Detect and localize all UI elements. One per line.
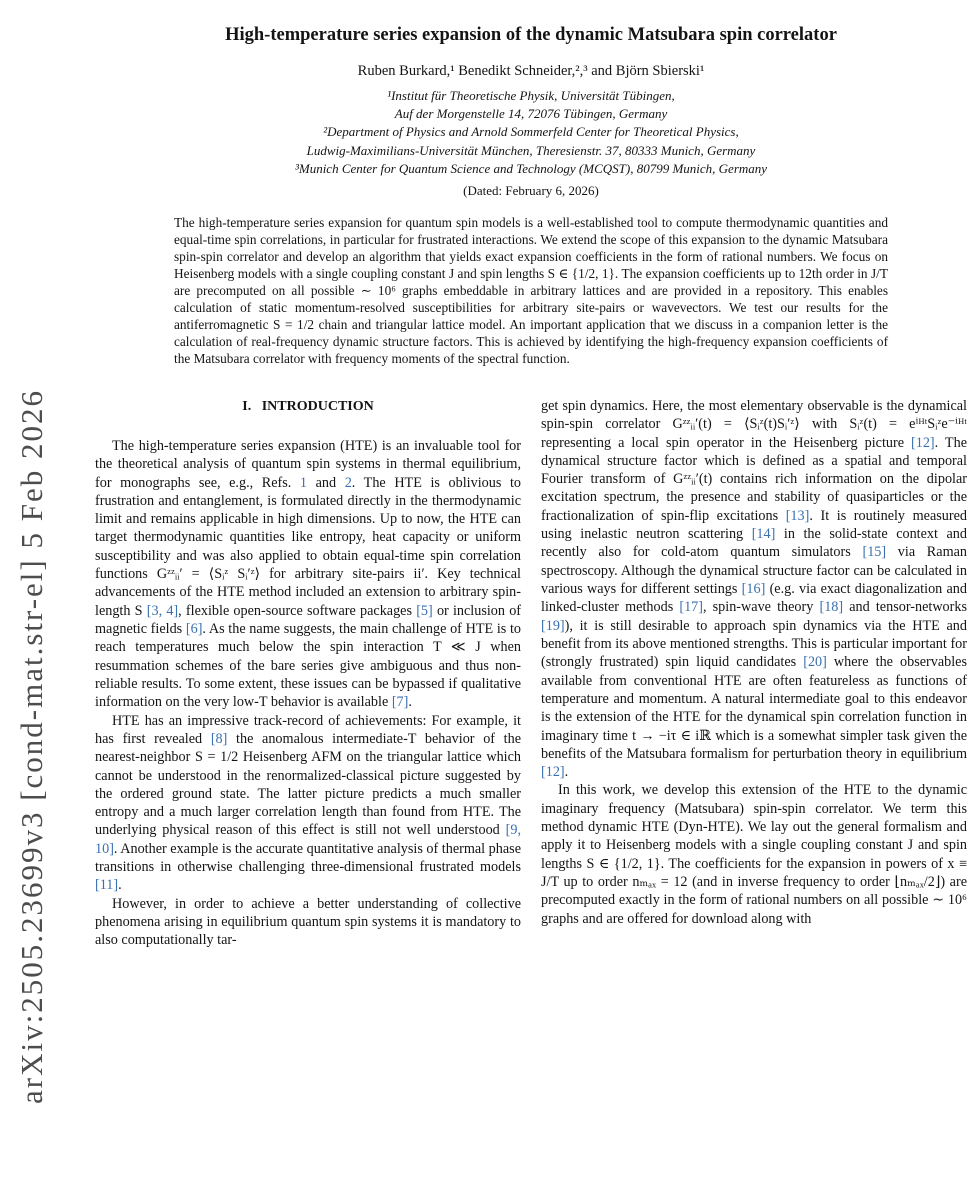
- citation-link[interactable]: [11]: [95, 877, 119, 894]
- two-column-body: [95, 397, 967, 950]
- section-heading-introduction: I. INTRODUCTION: [242, 398, 374, 414]
- citation-link[interactable]: [7]: [391, 694, 409, 711]
- affiliations-block: [95, 87, 967, 179]
- affiliation-line: ³Munich Center for Quantum Science and Technology (MCQST), 80799 Munich, Germany: [294, 161, 768, 177]
- affiliation-line: ¹Institut für Theoretische Physik, Universität Tübingen,: [387, 87, 675, 103]
- date-line: (Dated: February 6, 2026): [463, 182, 599, 198]
- citation-link[interactable]: [12]: [911, 434, 935, 451]
- citation-link[interactable]: [13]: [785, 507, 810, 524]
- citation-link[interactable]: 2: [344, 474, 352, 491]
- paper-title: High-temperature series expansion of the dynamic Matsubara spin correlator: [225, 25, 837, 46]
- citation-link[interactable]: [8]: [210, 730, 228, 747]
- citation-link[interactable]: [20]: [803, 654, 827, 671]
- abstract-text: The high-temperature series expansion for quantum spin models is a well-established tool to compute thermodynamic quantities and equal-time spin correlations, in particular for frustrated interactions. We extend the scope of this expansion to the dynamic Matsubara spin-spin correlator and develop an algorithm that yields exact expansion coefficients in the form of rational numbers. We focus on Heisenberg models with a single coupling constant J and spin lengths S ∈ {1/2, 1}. The expansion coefficients up to 12th order in J/T are precomputed on all possible ∼ 10⁶ graphs embeddable in arbitrary lattices and are provided in a repository. This enables calculation of static momentum-resolved susceptibilities for arbitrary site-pairs or wavevectors. We test our results for the antiferromagnetic S = 1/2 chain and triangular lattice model. An important application that we discuss in a companion letter is the calculation of real-frequency dynamic structure factors. This is achieved by identifying the high-frequency expansion coefficients of the Matsubara correlator with frequency moments of the spectral function.: [174, 214, 888, 366]
- citation-link[interactable]: [3, 4]: [146, 602, 179, 619]
- right-column: [541, 397, 967, 950]
- paragraph: However, in order to achieve a better understanding of collective phenomena arising in equilibrium quantum spin systems it is mandatory to also computationally tar-: [95, 895, 521, 949]
- affiliation-line: Auf der Morgenstelle 14, 72076 Tübingen, Germany: [394, 105, 668, 121]
- paragraph: get spin dynamics. Here, the most elementary observable is the dynamical spin-spin correlator Gᶻᶻᵢᵢ′(t) = ⟨Sᵢᶻ(t)Sᵢ′ᶻ⟩ with Sᵢᶻ(t) = eⁱᴴᵗSᵢᶻe⁻ⁱᴴᵗ representing a local spin operator in the Heisenberg picture [12]. The dynamical structure factor which is defined as a spatial and temporal Fourier transform of Gᶻᶻᵢᵢ′(t) contains rich information on the dipolar excitation spectrum, the presence and stability of quasiparticles or the fractionalization of spin-flip excitations [13]. It is routinely measured using inelastic neutron scattering [14] in the solid-state context and recently also for cold-atom quantum simulators [15] via Raman spectroscopy. Although the dynamical structure factor can be calculated in various ways for different settings [16] (e.g. via exact diagonalization and linked-cluster methods [17], spin-wave theory [18] and tensor-networks [19]), it is still desirable to approach spin dynamics via the HTE and benefit from its above mentioned strengths. This is particular important for (strongly frustrated) spin liquid candidates [20] where the observables available from conventional HTE are often featureless as functions of temperature and momentum. A natural intermediate goal to this endeavor is the extension of the HTE for the dynamical spin correlation function in imaginary time t → −iτ ∈ iℝ which is a somewhat simpler task given the benefits of the Matsubara formalism for perturbation theory in equilibrium [12].: [541, 397, 967, 781]
- citation-link[interactable]: [6]: [185, 621, 203, 638]
- citation-link[interactable]: [5]: [416, 602, 433, 619]
- paragraph: HTE has an impressive track-record of achievements: For example, it has first revealed [8] the anomalous intermediate-T behavior of the nearest-neighbor S = 1/2 Heisenberg AFM on the triangular lattice which cannot be understood in the renormalized-classical picture suggested by the ordered ground state. The latter picture predicts a much smaller entropy and a much larger correlation length than found from HTE. The underlying physical reason of this effect is still not well understood [9, 10]. Another example is the accurate quantitative analysis of thermal phase transitions in otherwise challenging three-dimensional frustrated models [11].: [95, 712, 522, 894]
- citation-link[interactable]: 1: [299, 474, 307, 491]
- paragraph: The high-temperature series expansion (HTE) is an invaluable tool for the theoretical analysis of quantum spin systems in thermal equilibrium, for monographs see, e.g., Refs. 1 and 2. The HTE is oblivious to frustration and entanglement, is formulated directly in the thermodynamic limit and remains applicable in high dimensions. Up to now, the HTE can target thermodynamic quantities like entropy, heat capacity or uniform susceptibility and was also applied to obtain equal-time spin correlation functions Gᶻᶻᵢᵢ′ = ⟨Sᵢᶻ Sᵢ′ᶻ⟩ for arbitrary site-pairs ii′. Key technical advancements of the HTE method included an extension to arbitrary spin-length S [3, 4], flexible open-source software packages [5] or inclusion of magnetic fields [6]. As the name suggests, the main challenge of HTE is to reach temperatures much below the spin interaction T ≪ J when resummation schemes of the bare series give ambiguous and thus non-reliable results. To some extent, these issues can be bypassed if qualitative information on the very low-T behavior is available [7].: [95, 437, 522, 711]
- arxiv-stamp: arXiv:2505.23699v3 [cond-mat.str-el] 5 Feb 2026: [14, 389, 49, 1104]
- citation-link[interactable]: [14]: [751, 526, 776, 543]
- citation-link[interactable]: [12]: [541, 764, 565, 781]
- citation-link[interactable]: [16]: [741, 581, 766, 598]
- citation-link[interactable]: [15]: [862, 544, 887, 561]
- affiliation-line: ²Department of Physics and Arnold Sommerfeld Center for Theoretical Physics,: [323, 124, 739, 140]
- citation-link[interactable]: [18]: [819, 599, 844, 616]
- affiliation-line: Ludwig-Maximilians-Universität München, Theresienstr. 37, 80333 Munich, Germany: [306, 142, 756, 158]
- citation-link[interactable]: [17]: [679, 599, 703, 616]
- authors-line: Ruben Burkard,¹ Benedikt Schneider,²,³ and Björn Sbierski¹: [357, 62, 705, 79]
- citation-link[interactable]: [19]: [541, 617, 565, 634]
- citation-link[interactable]: [9, 10]: [95, 822, 521, 857]
- left-column: [95, 397, 521, 950]
- paragraph: In this work, we develop this extension of the HTE to the dynamic imaginary frequency (Matsubara) spin-spin correlator. We term this method dynamic HTE (Dyn-HTE). We lay out the general formalism and apply it to Heisenberg models with a single coupling constant J and spin lengths S ∈ {1/2, 1}. The coefficients for the expansion in powers of x ≡ J/T up to order nₘₐₓ = 12 (and in inverse frequency to order ⌊nₘₐₓ/2⌋) are precomputed exactly in the form of rational numbers on all possible ∼ 10⁶ graphs and are offered for download along with: [541, 782, 967, 927]
